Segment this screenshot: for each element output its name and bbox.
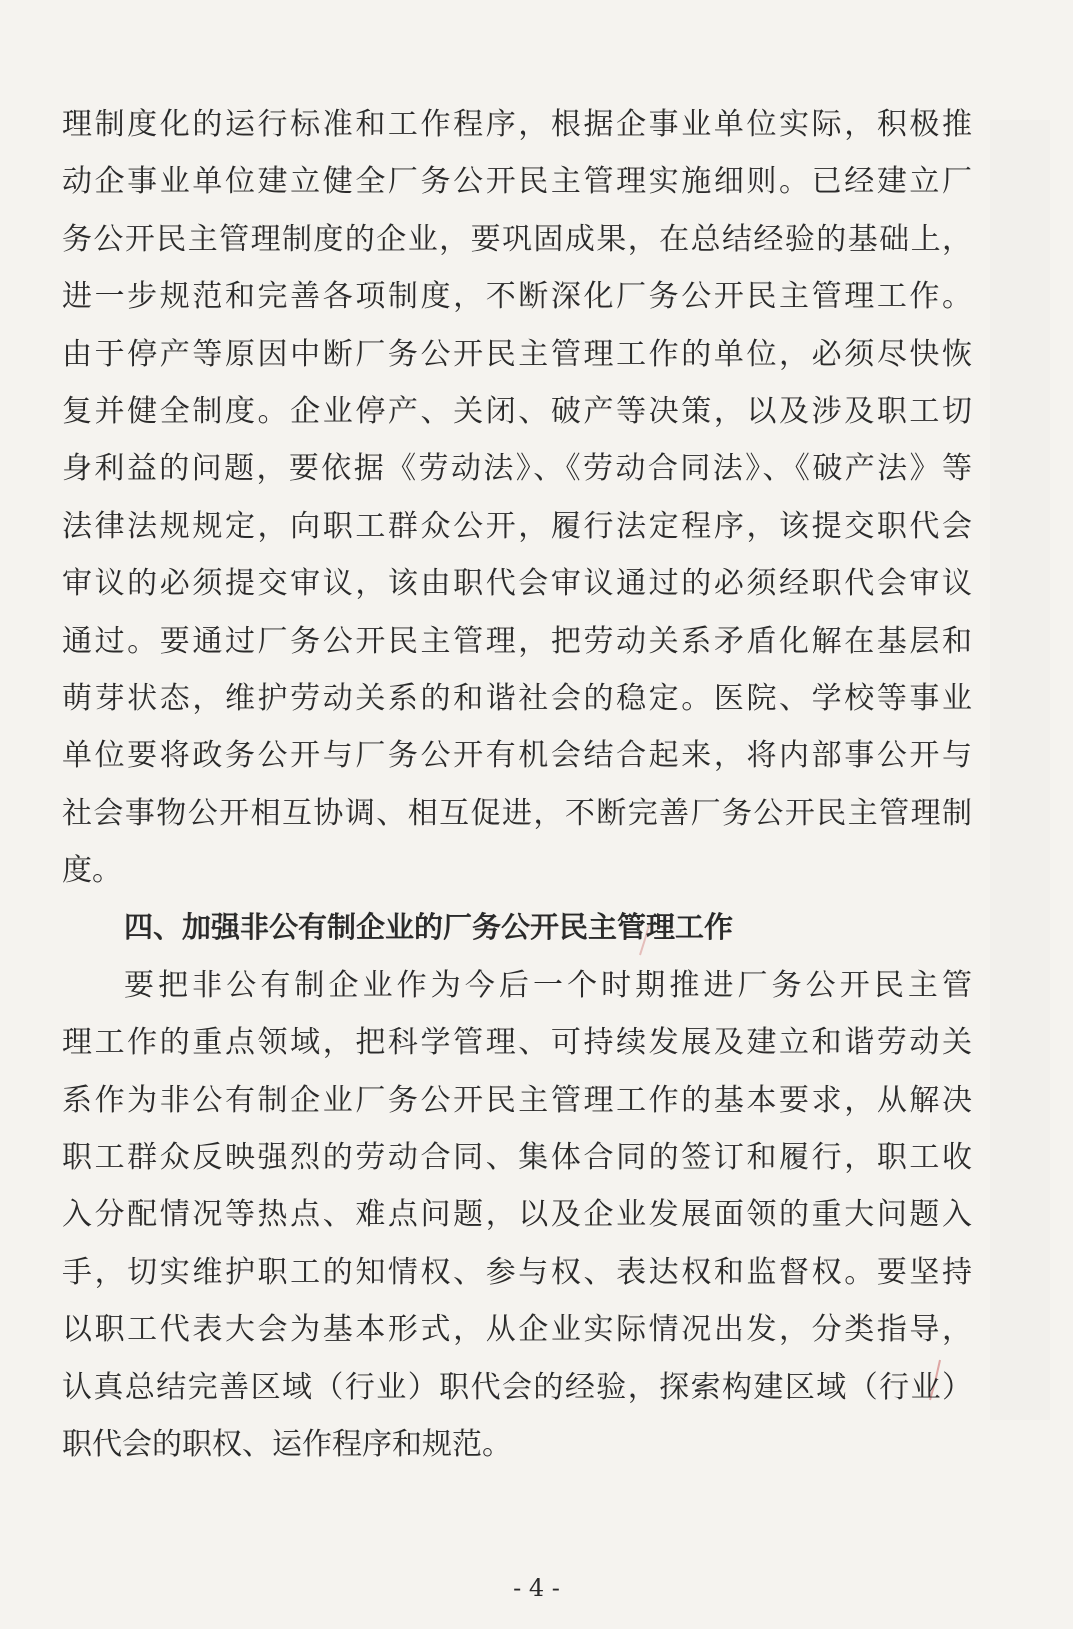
- text-line: 入分配情况等热点、难点问题，以及企业发展面领的重大问题入: [62, 1197, 972, 1233]
- text-line: 动企事业单位建立健全厂务公开民主管理实施细则。已经建立厂: [62, 164, 972, 200]
- text-line: 手，切实维护职工的知情权、参与权、表达权和监督权。要坚持: [62, 1254, 972, 1290]
- section-heading: 四、加强非公有制企业的厂务公开民主管理工作: [124, 910, 734, 945]
- paragraph: [62, 96, 972, 899]
- text-line: 单位要将政务公开与厂务公开有机会结合起来，将内部事公开与: [62, 738, 972, 774]
- text-line: 要把非公有制企业作为今后一个时期推进厂务公开民主管: [124, 967, 972, 1003]
- text-line: 系作为非公有制企业厂务公开民主管理工作的基本要求，从解决: [62, 1082, 972, 1118]
- text-line: 进一步规范和完善各项制度，不断深化厂务公开民主管理工作。: [62, 279, 972, 315]
- page-number: - 4 -: [513, 1574, 560, 1602]
- text-line: 由于停产等原因中断厂务公开民主管理工作的单位，必须尽快恢: [62, 336, 972, 372]
- text-line: 法律法规规定，向职工群众公开，履行法定程序，该提交职代会: [62, 508, 972, 544]
- text-line: 认真总结完善区域（行业）职代会的经验，探索构建区域（行业）: [62, 1369, 972, 1405]
- text-line: 职代会的职权、运作程序和规范。: [62, 1426, 512, 1462]
- body-text: [62, 96, 972, 1473]
- text-line: 以职工代表大会为基本形式，从企业实际情况出发，分类指导，: [62, 1312, 972, 1348]
- text-line: 度。: [62, 853, 122, 889]
- text-line: 社会事物公开相互协调、相互促进，不断完善厂务公开民主管理制: [62, 795, 972, 831]
- text-line: 审议的必须提交审议，该由职代会审议通过的必须经职代会审议: [62, 566, 972, 602]
- text-line: 职工群众反映强烈的劳动合同、集体合同的签订和履行，职工收: [62, 1140, 972, 1176]
- paragraph: [62, 957, 972, 1474]
- text-line: 务公开民主管理制度的企业，要巩固成果，在总结经验的基础上，: [62, 221, 972, 257]
- text-line: 身利益的问题，要依据《劳动法》、《劳动合同法》、《破产法》等: [62, 451, 972, 487]
- text-line: 复并健全制度。企业停产、关闭、破产等决策，以及涉及职工切: [62, 393, 972, 429]
- text-line: 理工作的重点领域，把科学管理、可持续发展及建立和谐劳动关: [62, 1025, 972, 1061]
- text-line: 理制度化的运行标准和工作程序，根据企事业单位实际，积极推: [62, 107, 972, 142]
- text-line: 通过。要通过厂务公开民主管理，把劳动关系矛盾化解在基层和: [62, 623, 972, 659]
- text-line: 萌芽状态，维护劳动关系的和谐社会的稳定。医院、学校等事业: [62, 680, 972, 716]
